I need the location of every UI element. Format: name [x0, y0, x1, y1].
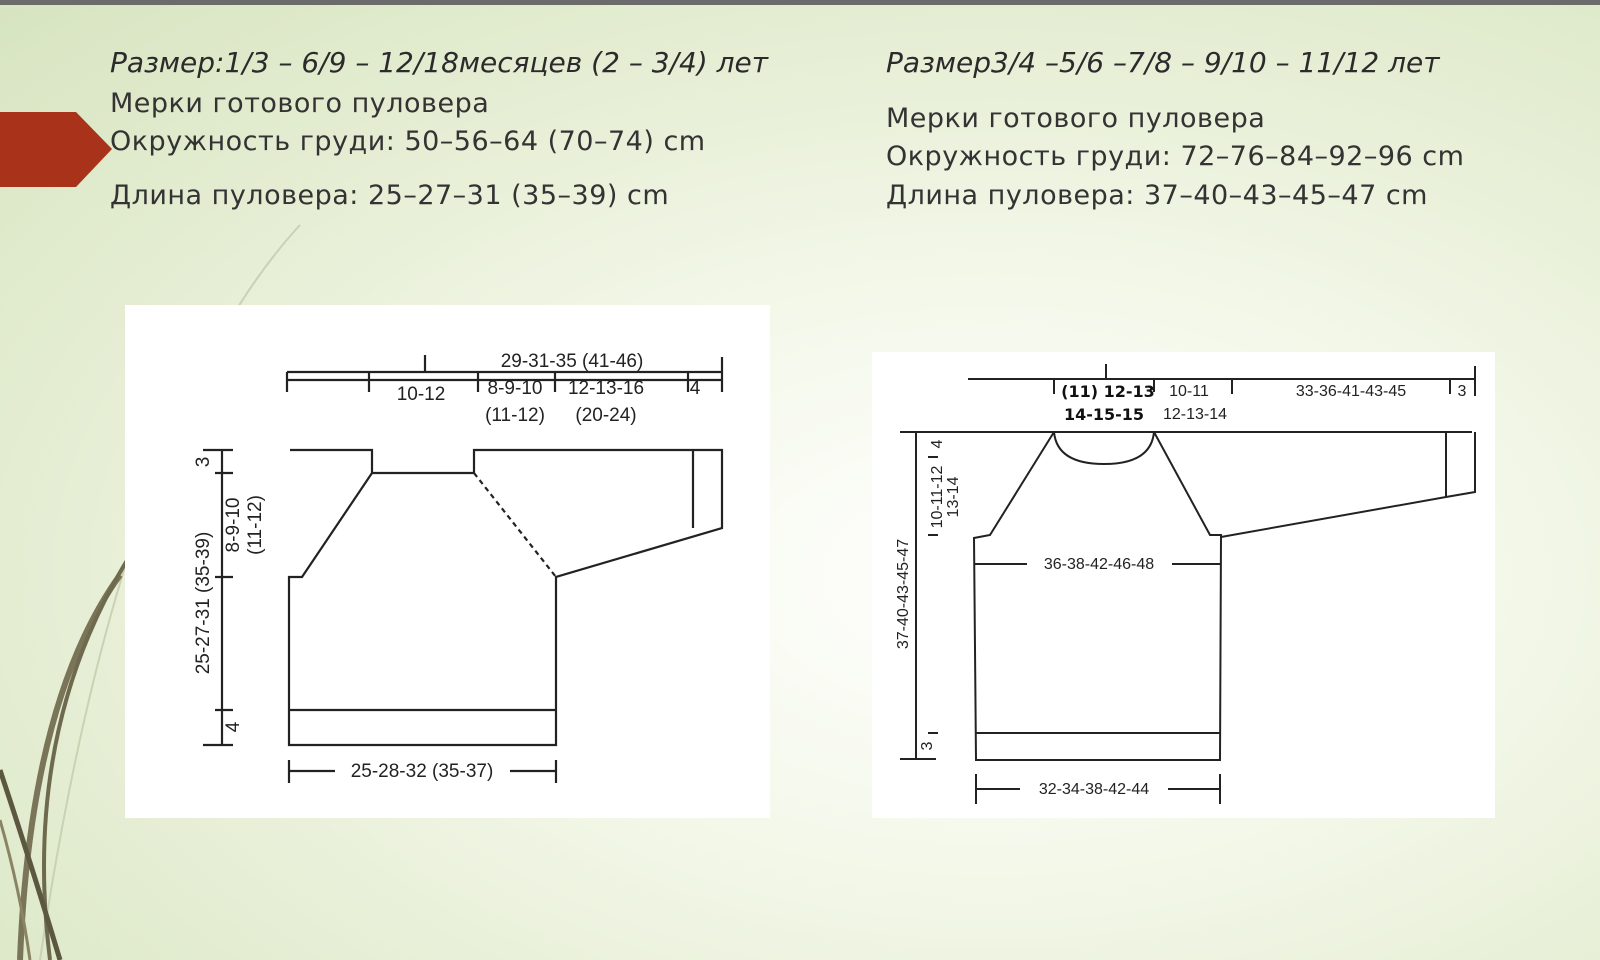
left-rib-height-label: 4 [223, 721, 244, 733]
left-raglan-width-label: 8-9-10 [487, 378, 543, 399]
right-pattern-diagram [872, 352, 1495, 818]
right-total-height-label: 37-40-43-45-47 [895, 538, 912, 650]
right-subtitle: Мерки готового пуловера [886, 103, 1266, 134]
left-pattern-diagram [125, 305, 770, 818]
left-raglan-height-label: 8-9-10 [223, 497, 244, 553]
arrow-flag-icon [0, 112, 112, 187]
left-neck-label: 10-12 [396, 384, 446, 405]
right-chest: Окружность груди: 72–76–84–92–96 cm [886, 141, 1465, 172]
left-sleeve2-label: (20-24) [575, 405, 637, 426]
right-sleeve-label: 33-36-41-43-45 [1295, 383, 1407, 400]
left-raglan-height2-label: (11-12) [245, 495, 266, 555]
right-length: Длина пуловера: 37–40–43–45–47 cm [886, 180, 1428, 211]
right-neck-label: (11) 12-13 [1061, 382, 1155, 401]
left-sleeve-label: 12-13-16 [567, 378, 645, 399]
right-cuff-label: 3 [1457, 383, 1467, 400]
left-subtitle: Мерки готового пуловера [110, 88, 490, 119]
left-top-total-label: 29-31-35 (41-46) [500, 351, 644, 372]
left-width-label: 25-28-32 (35-37) [350, 761, 494, 782]
left-length: Длина пуловера: 25–27–31 (35–39) cm [110, 180, 670, 211]
right-rib-height-label: 3 [919, 741, 936, 751]
right-collar-height-label: 4 [929, 439, 946, 449]
right-neck2-label: 14-15-15 [1063, 405, 1145, 424]
right-raglan-width-label: 10-11 [1169, 383, 1209, 400]
left-size-title: Размер:1/3 – 6/9 – 12/18месяцев (2 – 3/4) лет [110, 46, 769, 79]
right-raglan-width2-label: 12-13-14 [1162, 406, 1228, 423]
right-chest-width-label: 36-38-42-46-48 [1043, 556, 1155, 573]
left-raglan-width2-label: (11-12) [485, 405, 545, 426]
left-cuff-label: 4 [689, 378, 701, 399]
left-side-3-label: 3 [193, 456, 214, 468]
right-raglan-height2-label: 13-14 [945, 476, 962, 518]
left-total-height-label: 25-27-31 (35-39) [193, 531, 214, 675]
right-raglan-height-label: 10-11-12 [929, 465, 946, 529]
right-width-label: 32-34-38-42-44 [1038, 781, 1150, 798]
left-chest: Окружность груди: 50–56–64 (70–74) cm [110, 126, 706, 157]
right-size-title: Размер3/4 –5/6 –7/8 – 9/10 – 11/12 лет [886, 46, 1440, 79]
